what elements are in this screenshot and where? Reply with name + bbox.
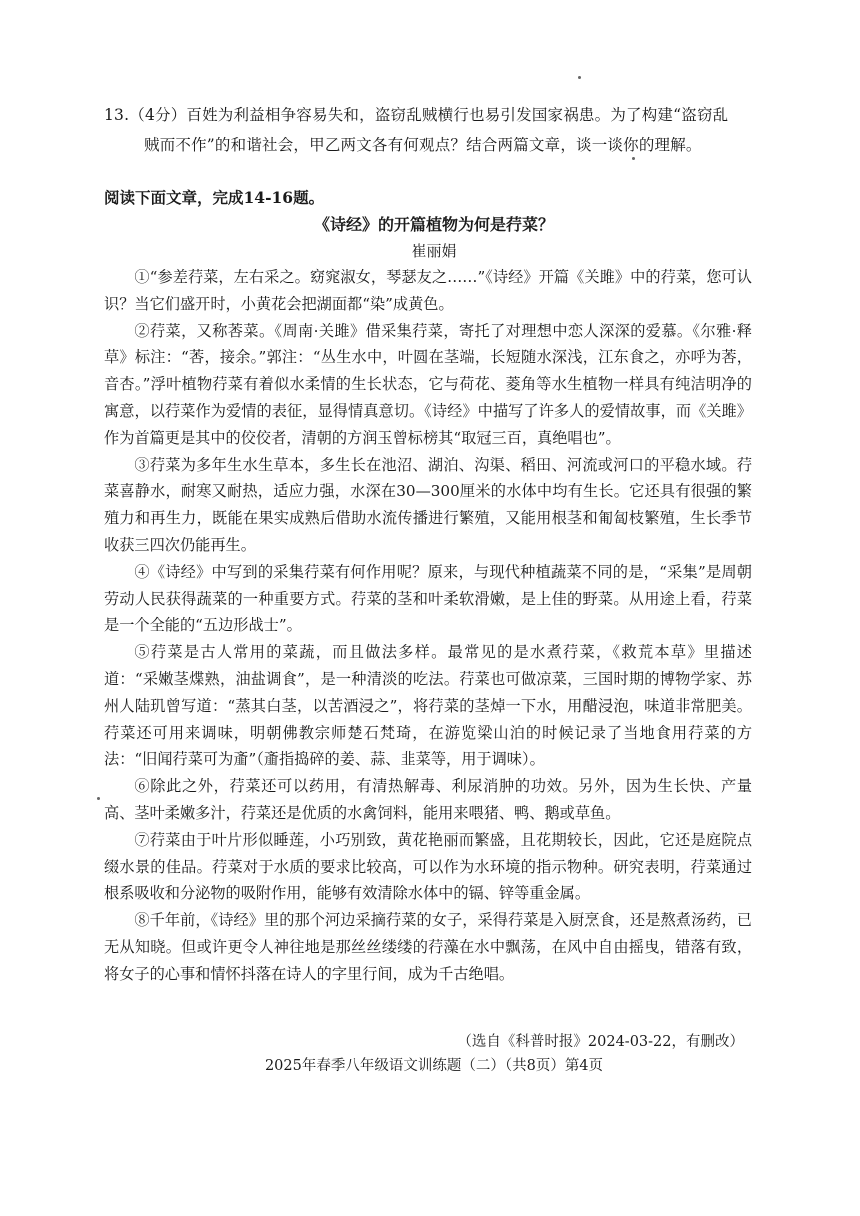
paragraph-3: ③荇菜为多年生水生草本，多生长在池沼、湖泊、沟渠、稻田、河流或河口的平稳水域。荇菜喜静水，耐寒又耐热，适应力强，水深在30—300厘米的水体中均有生长。它还具有很强的繁殖力和再生力，既能在果实成熟后借助水流传播进行繁殖，又能用根茎和匍匐枝繁殖，生长季节收获三四次仍能再生。 [104, 455, 752, 554]
article-source: （选自《科普时报》2024-03-22，有删改） [457, 1034, 744, 1050]
paragraph-6: ⑥除此之外，荇菜还可以药用，有清热解毒、利尿消肿的功效。另外，因为生长快、产量高、茎叶柔嫩多汁，荇菜还是优质的水禽饲料，能用来喂猪、鸭、鹅或草鱼。 [104, 777, 752, 822]
page-footer: 2025年春季八年级语文训练题（二）（共8页）第4页 [264, 1058, 604, 1074]
paragraph-4: ④《诗经》中写到的采集荇菜有何作用呢？原来，与现代种植蔬菜不同的是，“采集”是周朝劳动人民获得蔬菜的一种重要方式。荇菜的茎和叶柔软滑嫩，是上佳的野菜。从用途上看，荇菜是一个全能的“五边形战士”。 [104, 562, 752, 635]
paragraph-2: ②荇菜，又称莕菜。《周南·关雎》借采集荇菜，寄托了对理想中恋人深深的爱慕。《尔雅·释草》标注：“莕，接余。”郭注：“丛生水中，叶圆在茎端，长短随水深浅，江东食之，亦呼为莕，音杏。”浮叶植物荇菜有着似水柔情的生长状态，它与荷花、菱角等水生植物一样具有纯洁明净的寓意，以荇菜作为爱情的表征，显得情真意切。《诗经》中描写了许多人的爱情故事，而《关雎》作为首篇更是其中的佼佼者，清朝的方润玉曾标榜其“取冠三百，真绝唱也”。 [104, 321, 752, 447]
paragraph-8: ⑧千年前，《诗经》里的那个河边采摘荇菜的女子，采得荇菜是入厨烹食，还是熬煮汤药，已无从知晓。但或许更令人神往地是那丝丝缕缕的荇藻在水中飘荡，在风中自由摇曳，错落有致，将女子的心事和情怀抖落在诗人的字里行间，成为千古绝唱。 [104, 911, 752, 983]
question-13-line-2: 贼而不作”的和谐社会，甲乙两文各有何观点？结合两篇文章，谈一谈你的理解。 [144, 136, 702, 154]
article-author: 崔丽娟 [411, 242, 457, 260]
paragraph-7: ⑦荇菜由于叶片形似睡莲，小巧别致，黄花艳丽而繁盛，且花期较长，因此，它还是庭院点缀水景的佳品。荇菜对于水质的要求比较高，可以作为水环境的指示物种。研究表明，荇菜通过根系吸收和分泌物的吸附作用，能够有效清除水体中的镉、锌等重金属。 [104, 830, 752, 903]
paragraph-5: ⑤荇菜是古人常用的菜蔬，而且做法多样。最常见的是水煮荇菜，《救荒本草》里描述道：“采嫩茎煠熟，油盐调食”，是一种清淡的吃法。荇菜也可做凉菜，三国时期的博物学家、苏州人陆玑曾写道：“蒸其白茎，以苦酒浸之”，将荇菜的茎焯一下水，用醋浸泡，味道非常肥美。荇菜还可用来调味，明朝佛教宗师楚石梵琦，在游览梁山泊的时候记录了当地食用荇菜的方法：“旧闻荇菜可为齑”（齑指捣碎的姜、蒜、韭菜等，用于调味）。 [104, 643, 752, 769]
article-body [104, 264, 752, 988]
article-title: 《诗经》的开篇植物为何是荇菜？ [313, 215, 554, 234]
scan-speck [578, 76, 581, 79]
reading-instruction: 阅读下面文章，完成14-16题。 [104, 188, 325, 207]
scan-speck [97, 797, 100, 800]
paragraph-1: ①“参差荇菜，左右采之。窈窕淑女，琴瑟友之……”《诗经》开篇《关雎》中的荇菜，您可认识？当它们盛开时，小黄花会把湖面都“染”成黄色。 [104, 268, 752, 313]
question-13-line-1: 13.（4分）百姓为利益相争容易失和，盗窃乱贼横行也易引发国家祸患。为了构建“盗窃乱 [104, 106, 729, 124]
question-13 [104, 100, 764, 160]
